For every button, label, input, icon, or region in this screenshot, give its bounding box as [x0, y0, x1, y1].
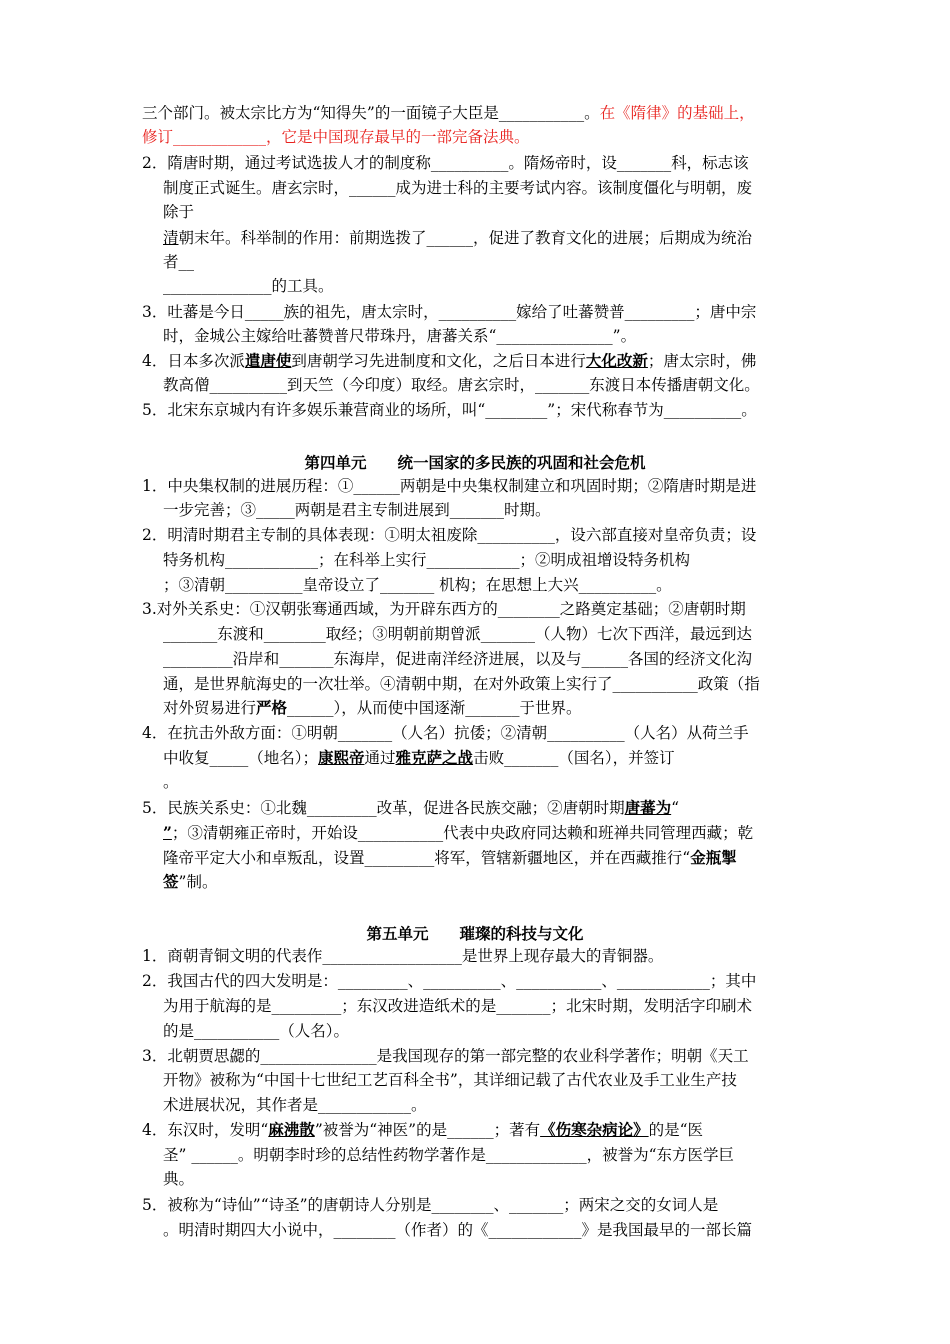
text-segment: 术进展状况，其作者是____________。: [163, 1096, 427, 1114]
text-segment: 麻沸散: [268, 1120, 315, 1139]
text-segment: 的是___________（人名）。: [163, 1022, 350, 1040]
text-segment: 制度正式诞生。唐玄宗时，______成为进士科的主要考试内容。该制度僵化与明朝，废: [163, 179, 753, 197]
text-segment: 签: [163, 872, 179, 891]
text-segment: 严格: [256, 698, 288, 717]
text-segment: 特务机构____________；在科举上实行____________；②明成祖增设特务机构: [163, 551, 691, 569]
text-segment: 《伤寒杂病论》: [540, 1120, 649, 1139]
text-line: [142, 300, 822, 324]
text-segment: “: [671, 799, 680, 817]
text-segment: 唐蕃为: [624, 798, 672, 817]
text-line: [142, 398, 822, 422]
text-segment: ；③清朝__________皇帝设立了_______ 机构；在思想上大兴__________。: [163, 576, 672, 594]
text-segment: 。: [163, 773, 179, 791]
text-line: [163, 250, 823, 274]
text-line: [142, 597, 822, 621]
section-heading-unit-4: 第四单元 统一国家的多民族的巩固和社会危机: [304, 453, 646, 472]
text-segment: 4．在抗击外敌方面：①明朝_______（人名）抗倭；②清朝__________（人名）从荷兰手: [142, 724, 749, 742]
text-segment: ”制。: [178, 873, 218, 891]
text-segment: ______________的工具。: [163, 277, 334, 295]
text-segment: 3．吐蕃是今日_____族的祖先，唐太宗时，__________嫁给了吐蕃赞普_________；唐中宗: [142, 303, 757, 321]
text-line: [142, 349, 822, 373]
text-line: [163, 622, 823, 646]
text-line: [163, 1143, 823, 1167]
text-segment: 通，是世界航海史的一次壮举。④清朝中期，在对外政策上实行了___________政策（指: [163, 675, 760, 693]
text-line: [142, 796, 822, 820]
text-line: [163, 176, 823, 200]
text-segment: 一步完善；③_____两朝是君主专制进展到_______时期。: [163, 501, 551, 519]
text-line: [142, 474, 822, 498]
text-line: [142, 1044, 822, 1068]
text-segment: _________沿岸和_______东海岸，促进南洋经济进展，以及与______各国的经济文化沟: [163, 650, 753, 668]
text-segment: 击败_______（国名），并签订: [473, 749, 675, 767]
text-line: [163, 1218, 823, 1242]
text-segment: 2．隋唐时期，通过考试选拔人才的制度称__________。隋炀帝时，设_______科，标志该: [142, 154, 749, 172]
text-segment: ；唐太宗时，佛: [647, 352, 757, 370]
text-segment: 教高僧__________到天竺（今印度）取经。唐玄宗时，_______东渡日本传播唐朝文化。: [163, 376, 760, 394]
text-line: [163, 870, 823, 894]
text-segment: 大化改新: [585, 351, 648, 370]
text-segment: 的是“医: [648, 1121, 704, 1139]
text-segment: 典。: [163, 1170, 195, 1188]
text-line: [163, 846, 823, 870]
text-segment: 开物》被称为“中国十七世纪工艺百科全书”，其详细记载了古代农业及手工业生产技: [163, 1071, 737, 1089]
text-line: [142, 523, 822, 547]
text-line: [163, 647, 823, 671]
text-segment: 1．商朝青铜文明的代表作__________________是世界上现存最大的青铜器。: [142, 947, 664, 965]
text-segment: 三个部门。被太宗比方为“知得失”的一面镜子大臣是___________。: [142, 104, 600, 122]
text-segment: 1．中央集权制的进展历程：①______两朝是中央集权制建立和巩固时期；②隋唐时期是进: [142, 477, 757, 495]
text-segment: 遣唐使: [244, 351, 292, 370]
text-line: [163, 1068, 823, 1092]
section-heading-unit-5: 第五单元 璀璨的科技与文化: [366, 924, 584, 943]
text-line: [163, 1167, 823, 1191]
text-segment: 4．东汉时，发明“: [142, 1121, 269, 1139]
text-segment: ”: [163, 823, 172, 842]
text-segment: 2．明清时期君主专制的具体表现：①明太祖废除__________，设六部直接对皇帝负责；设: [142, 526, 757, 544]
text-segment: 圣” ______。明朝李时珍的总结性药物学著作是_____________，被誉为“东方医学巨: [163, 1146, 735, 1164]
text-line: [163, 672, 823, 696]
text-line: [142, 1193, 822, 1217]
text-segment: 中收复_____（地名）；: [163, 749, 319, 767]
text-line: [163, 1019, 823, 1043]
text-segment: 者__: [163, 253, 195, 271]
text-line: [163, 324, 823, 348]
text-line: [163, 696, 823, 720]
text-segment: 除于: [163, 203, 195, 221]
text-segment: 5．北宋东京城内有许多娱乐兼营商业的场所，叫“________”；宋代称春节为__________。: [142, 401, 757, 419]
text-segment: 5．被称为“诗仙”“诗圣”的唐朝诗人分别是________、_______；两宋之交的女词人是: [142, 1196, 719, 1214]
text-line: [163, 373, 823, 397]
text-segment: 在《隋律》的基础上，: [599, 104, 755, 122]
text-line: [163, 770, 823, 794]
text-line: [163, 573, 823, 597]
text-segment: 时，金城公主嫁给吐蕃赞普尺带珠丹，唐蕃关系“_______________”。: [163, 327, 637, 345]
text-line: [163, 226, 823, 250]
text-line: [163, 821, 823, 845]
text-segment: 3.对外关系史：①汉朝张骞通西域，为开辟东西方的________之路奠定基础；②唐朝时期: [142, 600, 746, 618]
text-line: [142, 125, 822, 149]
text-segment: 为用于航海的是_________；东汉改进造纸术的是_______；北宋时期，发明活字印刷术: [163, 997, 753, 1015]
text-segment: 5．民族关系史：①北魏_________改革，促进各民族交融；②唐朝时期: [142, 799, 625, 817]
text-segment: _______东渡和________取经；③明朝前期曾派_______（人物）七次下西洋，最远到达: [163, 625, 753, 643]
text-line: [163, 746, 823, 770]
text-segment: 清: [163, 229, 179, 247]
text-line: [142, 944, 822, 968]
text-line: [163, 1093, 823, 1117]
text-segment: 。明清时期四大小说中，________（作者）的《____________》是我国最早的一部长篇: [163, 1221, 753, 1239]
text-segment: ______），从而使中国逐渐_______于世界。: [287, 699, 582, 717]
text-segment: 康熙帝: [318, 748, 365, 767]
text-segment: 2．我国古代的四大发明是：_________、__________、___________、____________；其中: [142, 972, 757, 990]
text-segment: 雅克萨之战: [395, 748, 474, 767]
text-segment: 对外贸易进行: [163, 699, 257, 717]
text-segment: ”被誉为“神医”的是______；著有: [314, 1121, 541, 1139]
text-segment: 隆帝平定大小和卓叛乱，设置_________将军，管辖新疆地区，并在西藏推行“: [163, 849, 691, 867]
text-segment: 金瓶掣: [690, 848, 737, 867]
text-line: [142, 1118, 822, 1142]
text-line: [142, 721, 822, 745]
text-segment: 到唐朝学习先进制度和文化，之后日本进行: [291, 352, 586, 370]
text-segment: 通过: [364, 749, 396, 767]
text-segment: 朝末年。科举制的作用：前期选拨了______，促进了教育文化的进展；后期成为统治: [178, 229, 753, 247]
text-line: [163, 548, 823, 572]
text-line: [142, 151, 822, 175]
text-segment: 3．北朝贾思勰的_______________是我国现存的第一部完整的农业科学著作；明朝《天工: [142, 1047, 749, 1065]
text-line: [163, 994, 823, 1018]
text-line: [163, 498, 823, 522]
text-segment: ；③清朝雍正帝时，开始设___________代表中央政府同达赖和班禅共同管理西藏；乾: [171, 824, 754, 842]
text-segment: 修订____________，它是中国现存最早的一部完备法典。: [142, 128, 530, 146]
text-line: [163, 200, 823, 224]
text-segment: 4．日本多次派: [142, 352, 245, 370]
text-line: [142, 969, 822, 993]
text-line: [142, 101, 822, 125]
text-line: [163, 274, 823, 298]
